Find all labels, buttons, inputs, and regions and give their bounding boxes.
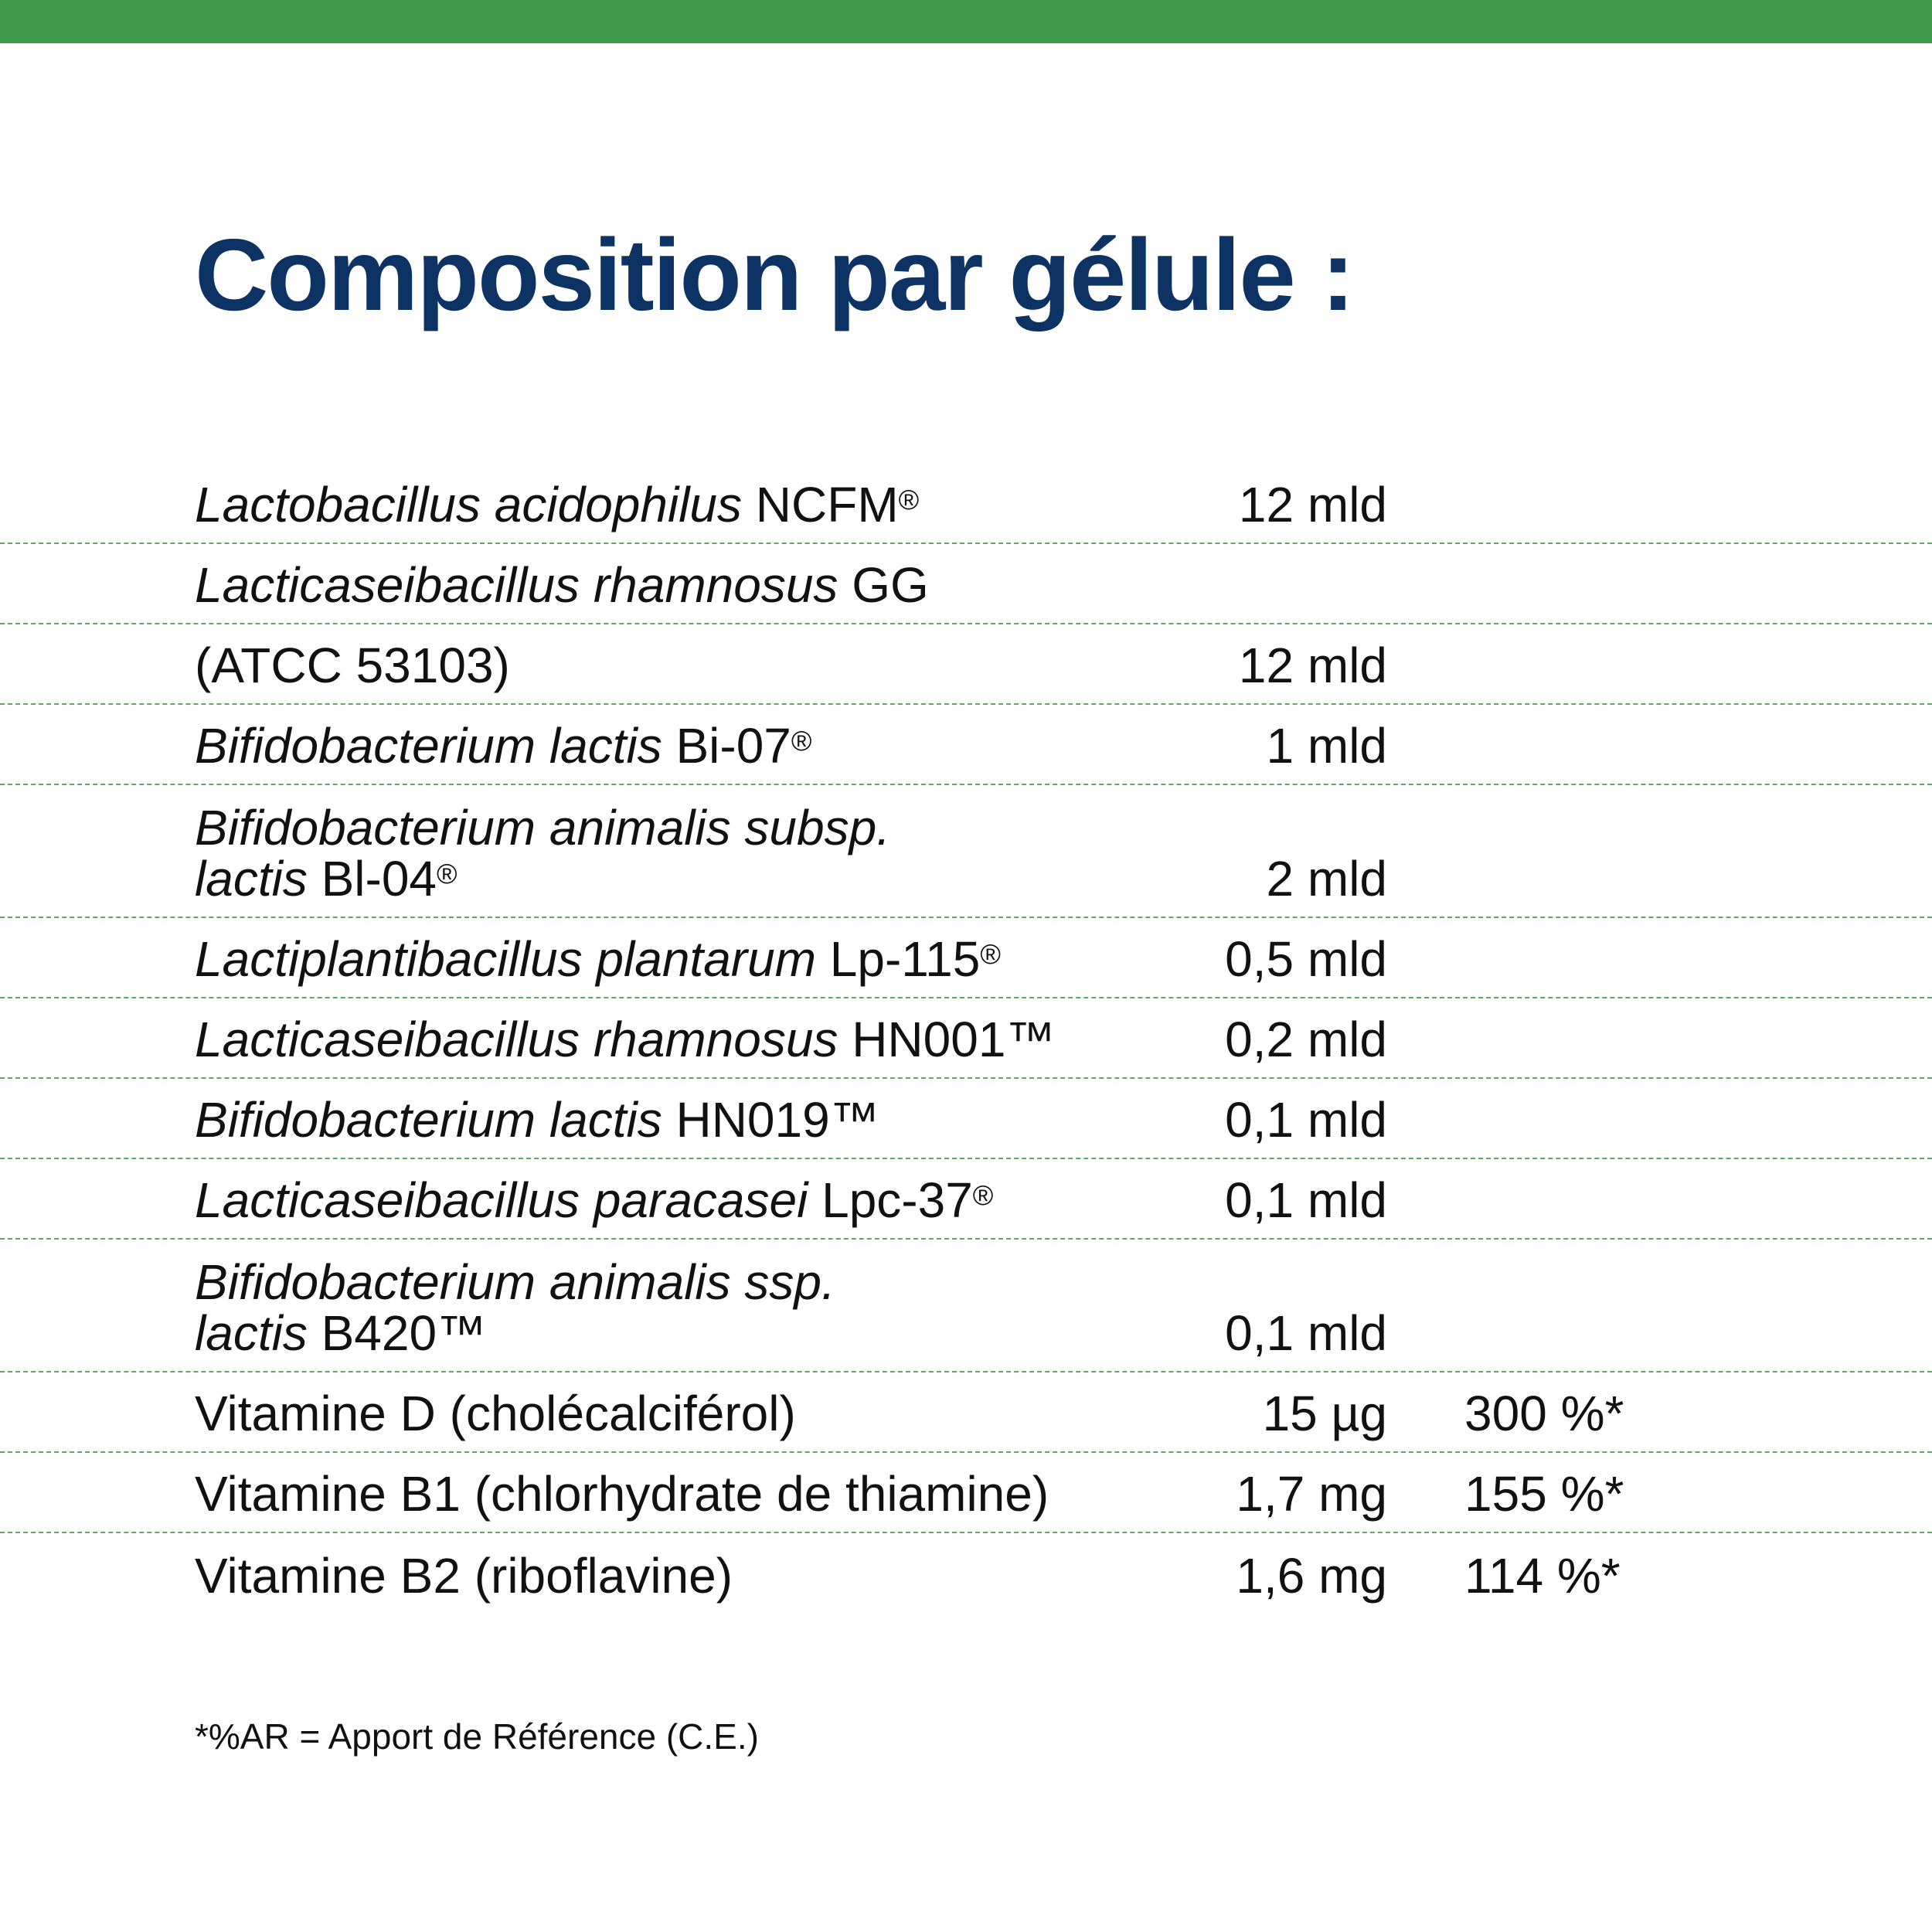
table-row	[0, 624, 1932, 705]
ingredient-amount: 1,7 mg	[1236, 1466, 1387, 1522]
ingredient-name: Bifidobacterium lactis Bi-07®	[195, 718, 812, 774]
ingredient-amount: 12 mld	[1238, 477, 1387, 532]
table-row	[0, 1533, 1932, 1614]
top-accent-bar	[0, 0, 1932, 43]
ingredient-name: Lacticaseibacillus rhamnosus HN001™	[195, 1012, 1056, 1067]
table-row	[0, 1159, 1932, 1240]
table-row	[0, 464, 1932, 544]
ingredient-name: Lactobacillus acidophilus NCFM®	[195, 477, 920, 532]
reference-intake-percent: 155 %*	[1464, 1466, 1624, 1522]
ingredient-amount: 12 mld	[1238, 638, 1387, 693]
ingredient-name: Bifidobacterium animalis ssp. lactis B420™	[195, 1254, 835, 1361]
table-row	[0, 918, 1932, 998]
ingredient-amount: 15 µg	[1262, 1386, 1387, 1441]
ingredient-name: Bifidobacterium lactis HN019™	[195, 1092, 879, 1148]
reference-intake-percent: 300 %*	[1464, 1386, 1624, 1441]
ingredient-amount: 0,1 mld	[1225, 1305, 1387, 1361]
ingredient-amount: 0,1 mld	[1225, 1172, 1387, 1228]
table-row	[0, 705, 1932, 785]
table-row	[0, 785, 1932, 918]
ingredient-amount: 1,6 mg	[1236, 1548, 1387, 1604]
ingredient-amount: 0,5 mld	[1225, 931, 1387, 987]
table-row	[0, 1372, 1932, 1453]
ingredient-name: Lactiplantibacillus plantarum Lp-115®	[195, 931, 1001, 987]
ingredient-amount: 1 mld	[1266, 718, 1387, 774]
ingredient-name: Lacticaseibacillus rhamnosus GG	[195, 557, 929, 613]
ingredient-amount: 0,1 mld	[1225, 1092, 1387, 1148]
page-title: Composition par gélule :	[195, 218, 1354, 332]
table-row	[0, 1453, 1932, 1533]
ingredient-name: Vitamine D (cholécalciférol)	[195, 1386, 796, 1441]
reference-intake-percent: 114 %*	[1464, 1548, 1621, 1604]
table-row	[0, 998, 1932, 1079]
ingredient-amount: 0,2 mld	[1225, 1012, 1387, 1067]
ingredient-name: Bifidobacterium animalis subsp. lactis Bl-04®	[195, 800, 890, 906]
table-row	[0, 1240, 1932, 1372]
ingredient-name: (ATCC 53103)	[195, 638, 510, 693]
table-row	[0, 544, 1932, 624]
ingredient-name: Vitamine B2 (riboflavine)	[195, 1548, 733, 1604]
ingredient-amount: 2 mld	[1266, 851, 1387, 906]
ingredient-name: Vitamine B1 (chlorhydrate de thiamine)	[195, 1466, 1049, 1522]
reference-intake-footnote: *%AR = Apport de Référence (C.E.)	[195, 1716, 759, 1757]
ingredient-name: Lacticaseibacillus paracasei Lpc-37®	[195, 1172, 994, 1228]
composition-table	[0, 464, 1932, 1614]
table-row	[0, 1079, 1932, 1159]
